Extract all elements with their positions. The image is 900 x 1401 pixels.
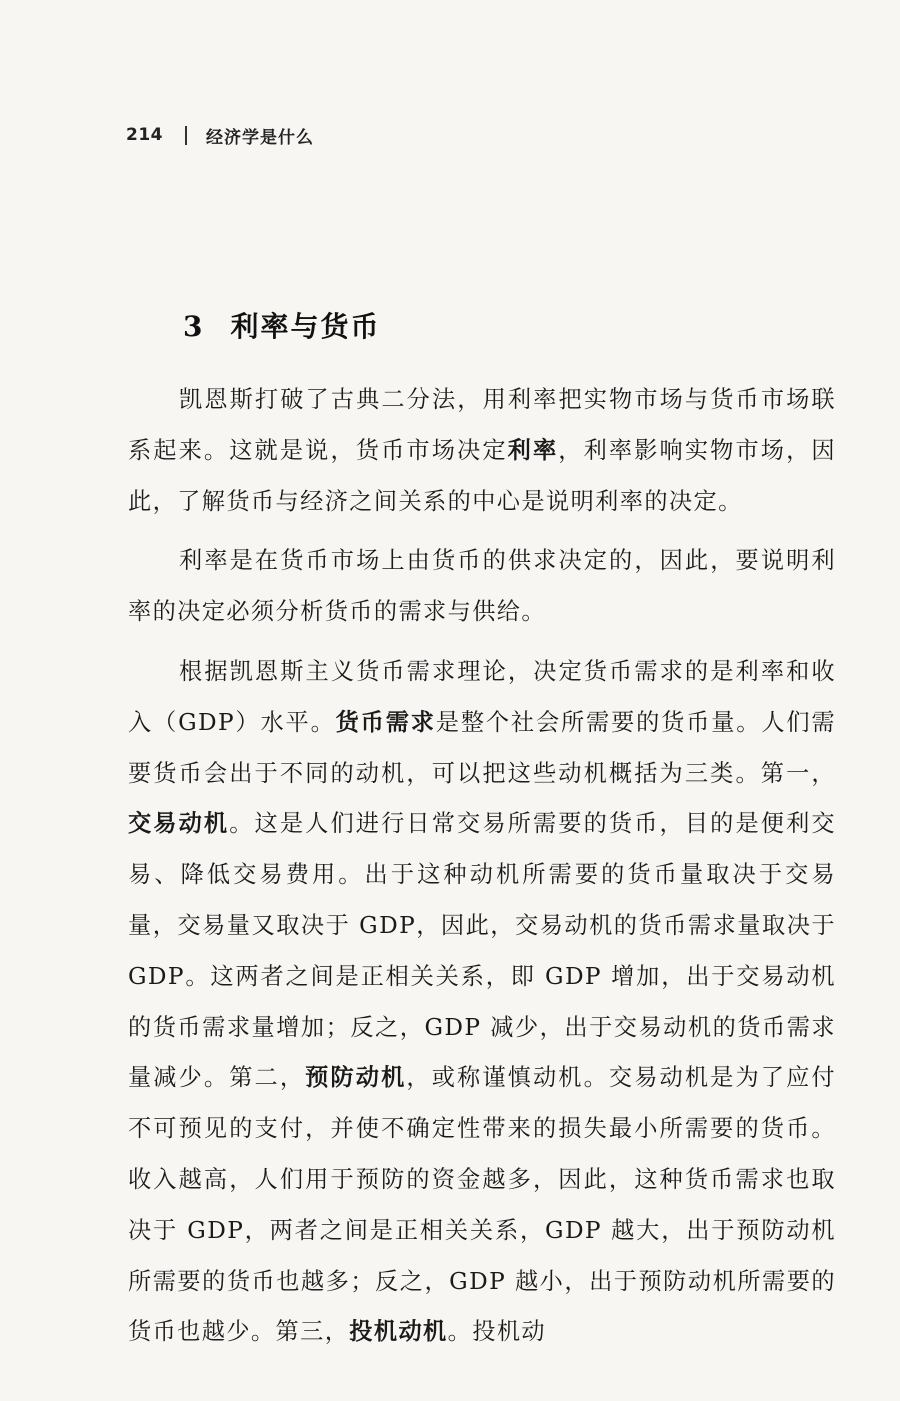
bold-term: 货币需求	[335, 708, 436, 736]
bold-term: 交易动机	[128, 810, 230, 838]
paragraph	[128, 375, 836, 527]
header-divider	[185, 126, 187, 145]
text-run: 。投机动	[447, 1318, 547, 1346]
text-run: 凯恩斯打破了古典二分法，用利率把实物市场与货币市场联系起来。这就是说，货币市场决定	[128, 386, 836, 464]
book-title: 经济学是什么	[206, 127, 314, 148]
body-text	[128, 375, 836, 1367]
text-run: 。这是人们进行日常交易所需要的货币，目的是便利交易、降低交易费用。出于这种动机所需要的货币量取决于交易量，交易量又取决于 GDP，因此，交易动机的货币需求量取决于 GDP。这两者之间是正相关关系，即 GDP 增加，出于交易动机的货币需求量增加；反之，GDP 减少，出于交易动机的货币需求量减少。第二，	[128, 810, 836, 1092]
paragraph	[128, 647, 836, 1358]
paragraph	[128, 536, 836, 638]
section-title: 利率与货币	[230, 310, 381, 343]
section-heading	[183, 305, 381, 345]
text-run: ，或称谨慎动机。交易动机是为了应付不可预见的支付，并使不确定性带来的损失最小所需要的货币。收入越高，人们用于预防的资金越多，因此，这种货币需求也取决于 GDP，两者之间是正相关关系，GDP 越大，出于预防动机所需要的货币也越多；反之，GDP 越小，出于预防动机所需要的货币也越少。第三，	[128, 1064, 836, 1346]
bold-term: 利率	[507, 436, 559, 464]
page-number: 214	[126, 125, 163, 145]
running-head	[126, 120, 314, 150]
text-run: 是整个社会所需要的货币量。人们需要货币会出于不同的动机，可以把这些动机概括为三类。第一，	[128, 708, 836, 787]
text-run: 根据凯恩斯主义货币需求理论，决定货币需求的是利率和收入（GDP）水平。	[128, 657, 836, 736]
text-run: ，利率影响实物市场，因此，了解货币与经济之间关系的中心是说明利率的决定。	[128, 436, 836, 515]
bold-term: 投机动机	[349, 1318, 448, 1346]
bold-term: 预防动机	[305, 1064, 407, 1092]
section-number: 3	[183, 310, 203, 343]
text-run: 利率是在货币市场上由货币的供求决定的，因此，要说明利率的决定必须分析货币的需求与供给。	[128, 547, 836, 626]
